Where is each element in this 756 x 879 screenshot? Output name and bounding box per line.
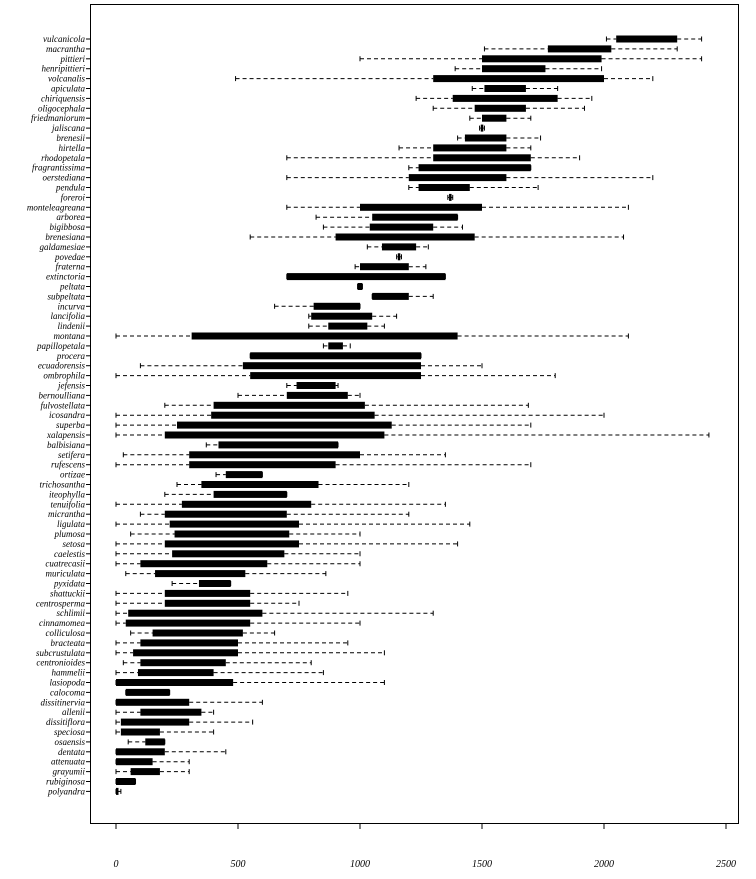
category-label: dissitinervia — [40, 697, 85, 708]
box-iqr — [116, 778, 136, 785]
box-setosa — [86, 540, 458, 547]
box-centrosperma — [86, 600, 299, 607]
box-iqr — [116, 748, 165, 755]
category-label: procera — [56, 350, 85, 361]
category-label: friedmaniorum — [31, 113, 85, 124]
box-iqr — [311, 313, 372, 320]
box-rhodopetala — [86, 154, 580, 161]
box-centronioides — [86, 659, 311, 666]
category-labels — [27, 34, 86, 796]
box-balbisiana — [86, 441, 338, 448]
box-subpeltata — [86, 293, 433, 300]
x-tick-label: 500 — [230, 859, 246, 870]
box-iqr — [153, 630, 243, 637]
category-label: jefensis — [58, 380, 85, 391]
box-rubiginosa — [86, 778, 136, 785]
category-label: galdamesiae — [39, 241, 85, 252]
box-iqr — [121, 729, 160, 736]
box-iqr — [126, 620, 250, 627]
box-iqr — [145, 738, 165, 745]
box-attenuata — [86, 758, 189, 765]
box-micrantha — [86, 511, 409, 518]
box-iqr — [201, 481, 318, 488]
box-iqr — [155, 570, 245, 577]
box-iqr — [226, 471, 263, 478]
box-incurva — [86, 303, 360, 310]
box-pendula — [86, 184, 538, 191]
box-apiculata — [86, 85, 558, 92]
category-label: osaensis — [54, 736, 85, 747]
box-jaliscana — [86, 125, 484, 132]
category-label: xalapensis — [47, 430, 85, 440]
category-label: oerstediana — [42, 172, 85, 183]
category-label: subcrustulata — [35, 647, 85, 658]
category-label: setosa — [62, 538, 85, 549]
box-iqr — [182, 501, 311, 508]
box-iqr — [433, 154, 531, 161]
box-iqr — [116, 699, 189, 706]
box-henripittieri — [86, 65, 602, 72]
category-label: oligocephala — [38, 103, 85, 114]
box-iqr — [433, 75, 604, 82]
x-tick-label: 1500 — [472, 859, 492, 870]
box-iqr — [419, 164, 531, 171]
category-label: superba — [56, 420, 85, 431]
box-pittieri — [86, 55, 702, 62]
category-label: lindenii — [57, 321, 85, 332]
box-series — [86, 36, 709, 795]
category-label: chiriquensis — [41, 93, 85, 104]
box-iqr — [297, 382, 336, 389]
box-iqr — [192, 333, 458, 340]
category-label: subpeltata — [47, 291, 85, 302]
box-oerstediana — [86, 174, 653, 181]
box-iqr — [211, 412, 374, 419]
box-iqr — [128, 610, 262, 617]
box-muriculata — [86, 570, 326, 577]
box-colliculosa — [86, 630, 275, 637]
box-iqr — [189, 451, 360, 458]
category-label: dissitiflora — [45, 717, 85, 728]
box-iqr — [250, 352, 421, 359]
category-label: macrantha — [46, 43, 85, 54]
category-label: rufescens — [51, 459, 85, 470]
box-iqr — [126, 689, 170, 696]
box-iqr — [214, 491, 287, 498]
box-iqr — [170, 521, 299, 528]
box-iqr — [250, 372, 421, 379]
box-volcanalis — [86, 75, 653, 82]
category-label: icosandra — [49, 410, 85, 421]
box-galdamesiae — [86, 243, 428, 250]
category-label: povedae — [55, 251, 85, 262]
category-label: incurva — [57, 301, 85, 312]
box-caelestis — [86, 550, 360, 557]
category-label: calocoma — [50, 687, 85, 698]
box-iqr — [243, 362, 421, 369]
category-label: pyxidata — [54, 578, 85, 589]
box-iqr — [175, 531, 290, 538]
category-label: muriculata — [45, 568, 85, 579]
box-arborea — [86, 214, 458, 221]
box-iqr — [484, 85, 525, 92]
box-iqr — [140, 709, 201, 716]
category-label: centrosperma — [35, 598, 85, 609]
box-chiriquensis — [86, 95, 592, 102]
box-iqr — [138, 669, 214, 676]
box-grayumii — [86, 768, 189, 775]
category-label: speciosa — [54, 727, 85, 737]
box-iqr — [481, 125, 484, 132]
category-label: ecuadorensis — [37, 360, 85, 371]
box-iqr — [372, 214, 457, 221]
box-fraterna — [86, 263, 426, 270]
category-label: bigibbosa — [49, 222, 85, 233]
box-iqr — [165, 432, 385, 439]
category-label: shattuckii — [50, 588, 85, 599]
category-label: monteleagreana — [26, 202, 85, 213]
box-iqr — [409, 174, 507, 181]
box-iqr — [382, 243, 416, 250]
box-friedmaniorum — [86, 115, 531, 122]
category-label: fragrantissima — [31, 162, 85, 173]
box-bigibbosa — [86, 224, 462, 231]
category-label: lancifolia — [50, 311, 85, 322]
box-extinctoria — [86, 273, 445, 280]
box-iqr — [548, 45, 611, 52]
box-povedae — [86, 253, 401, 260]
x-tick-label: 0 — [113, 859, 119, 870]
box-iqr — [398, 253, 401, 260]
box-iqr — [336, 234, 475, 241]
category-label: rhodopetala — [41, 152, 85, 163]
box-iqr — [287, 273, 446, 280]
box-iqr — [287, 392, 348, 399]
box-iqr — [482, 115, 506, 122]
box-jefensis — [86, 382, 338, 389]
box-papillopetala — [86, 342, 350, 349]
box-iqr — [116, 788, 119, 795]
box-iqr — [482, 65, 545, 72]
category-label: pendula — [56, 182, 85, 193]
category-label: fraterna — [55, 261, 85, 272]
category-label: apiculata — [51, 83, 85, 94]
box-pyxidata — [86, 580, 231, 587]
box-montana — [86, 333, 628, 340]
box-iqr — [116, 758, 153, 765]
box-procera — [86, 352, 421, 359]
box-speciosa — [86, 729, 214, 736]
box-iqr — [172, 550, 284, 557]
box-iteophylla — [86, 491, 287, 498]
box-xalapensis — [86, 432, 709, 439]
category-label: caelestis — [54, 548, 85, 559]
category-label: grayumii — [52, 766, 85, 777]
box-iqr — [165, 540, 299, 547]
box-iqr — [199, 580, 231, 587]
box-iqr — [482, 55, 602, 62]
box-hammelii — [86, 669, 323, 676]
box-hirtella — [86, 144, 531, 151]
box-rufescens — [86, 461, 531, 468]
box-lasiopoda — [86, 679, 384, 686]
category-label: rubiginosa — [45, 776, 85, 787]
x-axis — [114, 823, 737, 870]
box-cuatrecasii — [86, 560, 360, 567]
box-dissitiflora — [86, 719, 253, 726]
category-label: ligulata — [56, 519, 85, 530]
box-iqr — [616, 36, 677, 43]
box-foreroi — [86, 194, 453, 201]
box-vulcanicola — [86, 36, 702, 43]
category-label: balbisiana — [46, 439, 85, 450]
box-iqr — [133, 649, 238, 656]
category-label: volcanalis — [48, 73, 85, 84]
box-iqr — [328, 323, 367, 330]
category-label: cuatrecasii — [45, 558, 85, 569]
box-iqr — [177, 422, 392, 429]
box-iqr — [370, 224, 433, 231]
category-label: brenesii — [56, 133, 85, 143]
category-label: trichosantha — [39, 479, 85, 490]
category-label: cinnamomea — [39, 618, 85, 629]
x-tick-label: 2000 — [594, 859, 614, 870]
category-label: extinctoria — [46, 271, 85, 282]
box-iqr — [433, 144, 506, 151]
category-label: bernoulliana — [38, 390, 85, 401]
box-allenii — [86, 709, 214, 716]
category-label: tenuifolia — [50, 499, 85, 510]
box-iqr — [372, 293, 409, 300]
box-shattuckii — [86, 590, 348, 597]
category-label: dentata — [58, 746, 85, 757]
category-label: jaliscana — [52, 123, 85, 134]
box-iqr — [360, 204, 482, 211]
box-iqr — [121, 719, 189, 726]
box-fragrantissima — [86, 164, 531, 171]
category-label: papillopetala — [37, 340, 85, 351]
box-ligulata — [86, 521, 470, 528]
box-subcrustulata — [86, 649, 384, 656]
box-iqr — [453, 95, 558, 102]
box-iqr — [358, 283, 363, 290]
box-bernoulliana — [86, 392, 360, 399]
box-iqr — [140, 659, 225, 666]
category-label: arborea — [56, 212, 85, 223]
box-iqr — [465, 135, 506, 142]
box-brenesii — [86, 135, 541, 142]
category-label: iteophylla — [49, 489, 85, 500]
box-iqr — [360, 263, 409, 270]
box-ecuadorensis — [86, 362, 482, 369]
box-iqr — [328, 342, 343, 349]
box-peltata — [86, 283, 362, 290]
box-plumosa — [86, 531, 360, 538]
category-label: ortizae — [59, 469, 85, 480]
box-brenesiana — [86, 234, 624, 241]
category-label: foreroi — [60, 192, 85, 203]
box-lancifolia — [86, 313, 397, 320]
category-label: ombrophila — [43, 370, 85, 381]
box-lindenii — [86, 323, 384, 330]
category-label: pittieri — [60, 53, 85, 64]
box-icosandra — [86, 412, 604, 419]
box-fulvostellata — [86, 402, 528, 409]
box-iqr — [475, 105, 526, 112]
box-iqr — [449, 194, 452, 201]
category-label: centronioides — [36, 657, 85, 668]
box-iqr — [131, 768, 160, 775]
category-label: montana — [53, 331, 85, 341]
category-label: polyandra — [48, 786, 85, 797]
category-label: brenesiana — [45, 232, 85, 242]
category-label: peltata — [60, 281, 85, 292]
box-tenuifolia — [86, 501, 445, 508]
x-tick-label: 2500 — [716, 859, 736, 870]
category-label: vulcanicola — [43, 34, 85, 44]
box-iqr — [189, 461, 335, 468]
box-macrantha — [86, 45, 677, 52]
box-iqr — [165, 590, 250, 597]
box-iqr — [419, 184, 470, 191]
box-iqr — [314, 303, 360, 310]
category-label: allenii — [62, 707, 85, 718]
box-ortizae — [86, 471, 262, 478]
category-label: setifera — [58, 449, 85, 460]
category-label: plumosa — [54, 529, 85, 539]
box-ombrophila — [86, 372, 555, 379]
category-label: lasiopoda — [49, 677, 85, 688]
box-bracteata — [86, 639, 348, 646]
category-label: hirtella — [58, 142, 85, 153]
box-setifera — [86, 451, 445, 458]
box-trichosantha — [86, 481, 409, 488]
category-label: attenuata — [51, 756, 85, 767]
category-label: henripittieri — [41, 63, 85, 74]
box-oligocephala — [86, 105, 584, 112]
box-iqr — [214, 402, 365, 409]
box-iqr — [116, 679, 233, 686]
box-iqr — [165, 600, 250, 607]
box-osaensis — [86, 738, 165, 745]
box-iqr — [165, 511, 287, 518]
category-label: bracteata — [50, 637, 85, 648]
box-superba — [86, 422, 531, 429]
box-iqr — [218, 441, 338, 448]
box-iqr — [140, 639, 238, 646]
category-label: schlimii — [56, 608, 85, 619]
category-label: hammelii — [51, 667, 85, 678]
box-cinnamomea — [86, 620, 360, 627]
category-label: micrantha — [48, 509, 85, 520]
box-dissitinervia — [86, 699, 262, 706]
box-calocoma — [86, 689, 170, 696]
box-dentata — [86, 748, 226, 755]
box-iqr — [140, 560, 267, 567]
category-label: colliculosa — [45, 628, 85, 638]
category-label: fulvostellata — [40, 400, 85, 411]
box-monteleagreana — [86, 204, 628, 211]
box-polyandra — [86, 788, 121, 795]
x-tick-label: 1000 — [350, 859, 370, 870]
box-schlimii — [86, 610, 433, 617]
